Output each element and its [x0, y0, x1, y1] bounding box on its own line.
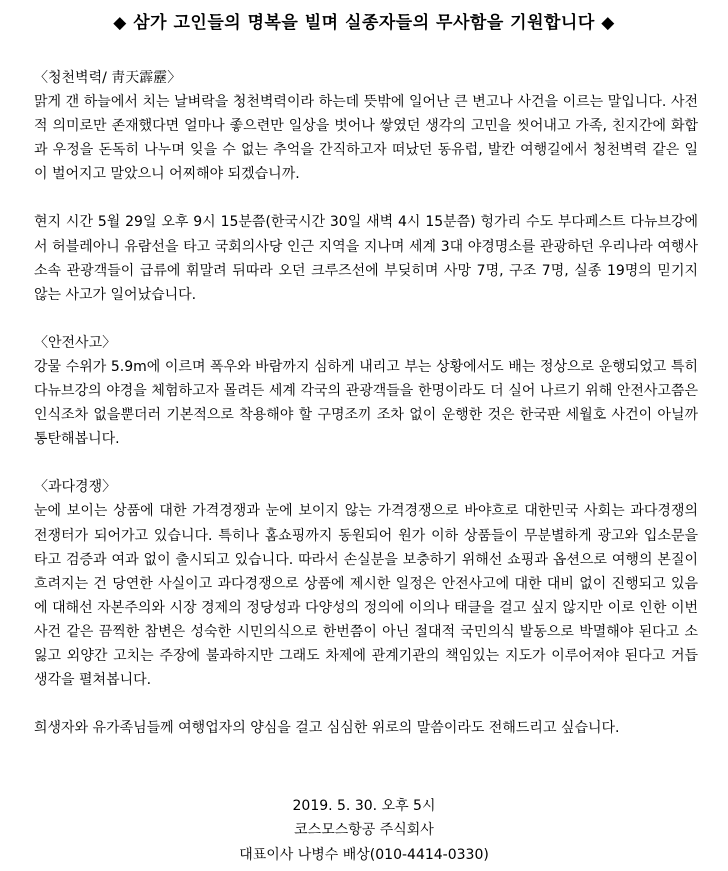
section-heading-competition: 〈과다경쟁〉: [34, 479, 117, 496]
footer-signature: 대표이사 나병수 배상(010-4414-0330): [239, 846, 489, 863]
paragraph-gap: [34, 186, 698, 210]
footer-date: 2019. 5. 30. 오후 5시: [292, 798, 436, 814]
section-paragraph-incident: 현지 시간 5월 29일 오후 9시 15분쯤(한국시간 30일 새벽 4시 15분쯤) 헝가리 수도 부다페스트 다뉴브강에서 허블레아니 유람선을 타고 국회의사당 인근 지역을 지나며 세계 3대 야경명소를 관광하던 우리나라 여행사 소속 관광객들이 급류에 휘말려 뒤따라 오던 크루즈선에 부딪히며 사망 7명, 구조 7명, 실종 19명의 믿기지 않는 사고가 일어났습니다.: [34, 214, 698, 303]
paragraph-gap: [34, 307, 698, 331]
page-title: ◆ 삼가 고인들의 명복을 빌며 실종자들의 무사함을 기원합니다 ◆: [113, 13, 615, 33]
section-paragraph-competition: 눈에 보이는 상품에 대한 가격경쟁과 눈에 보이지 않는 가격경쟁으로 바야흐로 대한민국 사회는 과다경쟁의 전쟁터가 되어가고 있습니다. 특히나 홈쇼핑까지 동원되어 원가 이하 상품들이 무분별하게 광고와 입소문을 타고 검증과 여과 없이 출시되고 있습니다. 따라서 손실분을 보충하기 위해선 쇼핑과 옵션으로 여행의 본질이 흐려지는 건 당연한 사실이고 과다경쟁으로 상품에 제시한 일정은 안전사고에 대한 대비 없이 진행되고 있음에 대해선 자본주의와 시장 경제의 정당성과 다양성의 정의에 이의나 태클을 걸고 싶지 않지만 이로 인한 이번 사건 같은 끔찍한 참변은 성숙한 시민의식으로 한번쯤이 아닌 절대적 국민의식 발동으로 박멸해야 된다고 소 잃고 외양간 고치는 주장에 불과하지만 그래도 차제에 관계기관의 책임있는 지도가 이루어져야 된다고 거듭 생각을 펼쳐봅니다.: [34, 503, 698, 689]
signature-block: [0, 794, 728, 867]
closing-remark: 희생자와 유가족님들께 여행업자의 양심을 걸고 심심한 위로의 말씀이라도 전해드리고 싶습니다.: [34, 720, 620, 737]
statement-body: [34, 66, 698, 740]
paragraph-gap: [34, 451, 698, 475]
section-heading-cheongcheon: 〈청천벽력/ 靑天霹靂〉: [34, 70, 182, 86]
section-heading-safety: 〈안전사고〉: [34, 334, 117, 351]
footer-company: 코스모스항공 주식회사: [294, 822, 434, 839]
section-paragraph-safety: 강물 수위가 5.9m에 이르며 폭우와 바람까지 심하게 내리고 부는 상황에서도 배는 정상으로 운행되었고 특히 다뉴브강의 야경을 체험하고자 몰려든 세계 각국의 관광객들을 한명이라도 더 실어 나르기 위해 안전사고쯤은 인식조차 없을뿐더러 기본적으로 착용해야 할 구명조끼 조차 없이 운행한 것은 한국판 세월호 사건이 아닐까 통탄해봅니다.: [34, 358, 698, 448]
section-paragraph-cheongcheon: 맑게 갠 하늘에서 치는 날벼락을 청천벽력이라 하는데 뜻밖에 일어난 큰 변고나 사건을 이르는 말입니다. 사전적 의미로만 존재했다면 얼마나 좋으련만 일상을 벗어나 쌓였던 생각의 고민을 씻어내고 가족, 친지간에 화합과 우정을 돈독히 나누며 잊을 수 없는 추억을 간직하고자 떠났던 동유럽, 발칸 여행길에서 청천벽력 같은 일이 벌어지고 말았으니 어찌해야 되겠습니까.: [34, 94, 698, 183]
paragraph-gap: [34, 692, 698, 716]
